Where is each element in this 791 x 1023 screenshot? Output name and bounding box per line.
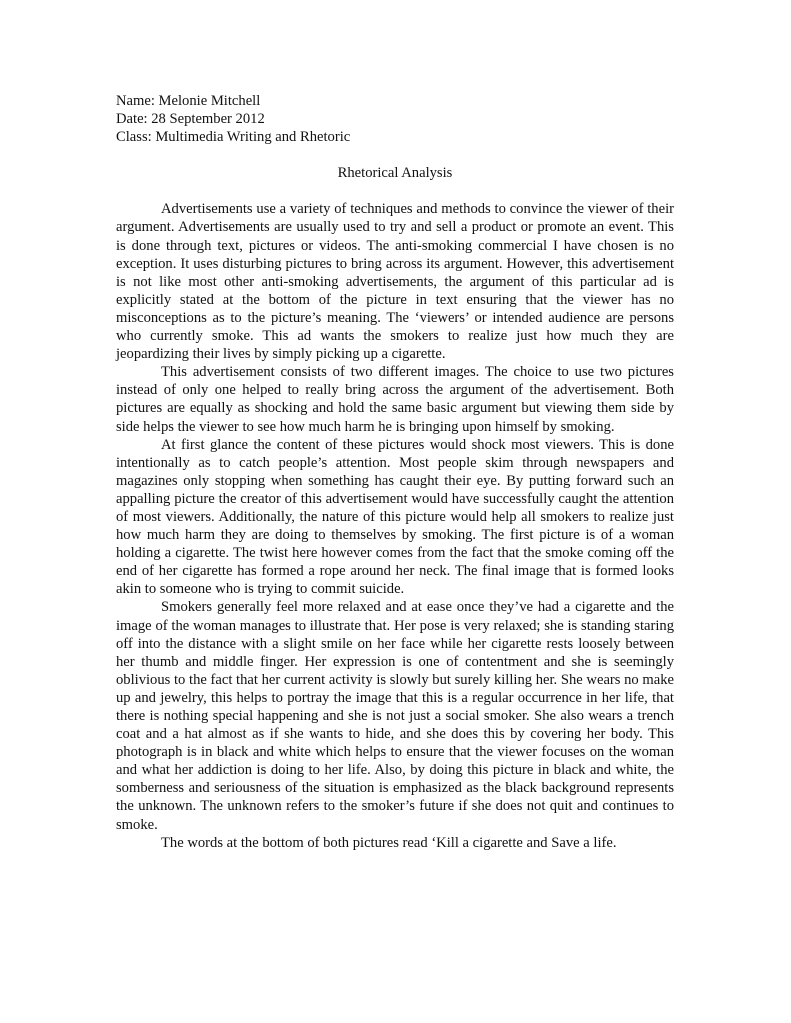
- paragraph: The words at the bottom of both pictures read ‘Kill a cigarette and Save a life.: [161, 834, 617, 851]
- document-title: Rhetorical Analysis: [337, 165, 453, 182]
- document-date: Date: 28 September 2012: [116, 111, 265, 128]
- class-name: Class: Multimedia Writing and Rhetoric: [116, 129, 351, 146]
- author-name: Name: Melonie Mitchell: [116, 93, 261, 109]
- document-page: [116, 92, 674, 852]
- paragraph: This advertisement consists of two different images. The choice to use two pictures instead of only one helped to really bring across the argument of the advertisement. Both pictures are equally as shocking and hold the same basic argument but viewing them side by side helps the viewer to see how much harm he is bringing upon himself by smoking.: [116, 364, 674, 435]
- paragraph: At first glance the content of these pictures would shock most viewers. This is done intentionally as to catch people’s attention. Most people skim through newspapers and magazines only stopping when something has caught their eye. By putting forward such an appalling picture the creator of this advertisement would have successfully caught the attention of most viewers. Additionally, the nature of this picture would help all smokers to realize just how much harm they are doing to themselves by smoking. The first picture is of a woman holding a cigarette. The twist here however comes from the fact that the smoke coming off the end of her cigarette has formed a rope around her neck. The final image that is formed looks akin to someone who is trying to commit suicide.: [116, 436, 674, 598]
- paragraph: Smokers generally feel more relaxed and at ease once they’ve had a cigarette and the image of the woman manages to illustrate that. Her pose is very relaxed; she is standing staring off into the distance with a slight smile on her face while her cigarette rests loosely between her thumb and middle finger. Her expression is one of contentment and she is seemingly oblivious to the fact that her current activity is slowly but surely killing her. She wears no make up and jewelry, this helps to portray the image that this is a regular occurrence in her life, that there is nothing special happening and she is not just a social smoker. She also wears a trench coat and a hat almost as if she wants to hide, and she does this by covering her body. This photograph is in black and white which helps to ensure that the viewer focuses on the woman and what her addiction is doing to her life. Also, by doing this picture in black and white, the somberness and seriousness of the situation is emphasized as the black background represents the unknown. The unknown refers to the smoker’s future if she does not quit and continues to smoke.: [116, 599, 674, 833]
- paragraph: Advertisements use a variety of techniques and methods to convince the viewer of their argument. Advertisements are usually used to try and sell a product or promote an event. This is done through text, pictures or videos. The anti-smoking commercial I have chosen is no exception. It uses disturbing pictures to bring across its argument. However, this advertisement is not like most other anti-smoking advertisements, the argument of this particular ad is explicitly stated at the bottom of the picture in text ensuring that the viewer has no misconceptions as to the picture’s meaning. The ‘viewers’ or intended audience are persons who currently smoke. This ad wants the smokers to realize just how much they are jeopardizing their lives by simply picking up a cigarette.: [116, 201, 674, 363]
